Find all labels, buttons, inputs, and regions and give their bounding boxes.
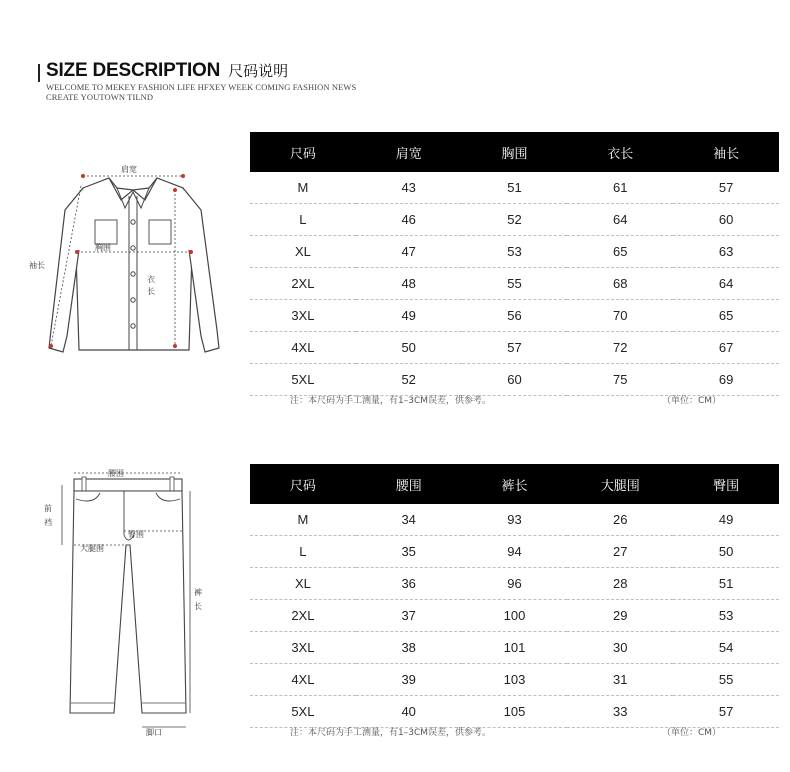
label-hem: 脚口: [146, 728, 162, 737]
column-header: 腰围: [356, 464, 462, 504]
size-cell: L: [250, 204, 356, 236]
table-cell: 56: [462, 300, 568, 332]
title-accent-bar: [38, 64, 40, 82]
label-waist: 腰围: [108, 469, 124, 478]
tagline-line-1: WELCOME TO MEKEY FASHION LIFE HFXEY WEEK COMING FASHION NEWS: [46, 82, 357, 92]
table-cell: 103: [462, 664, 568, 696]
table-cell: 28: [567, 568, 673, 600]
size-cell: 2XL: [250, 268, 356, 300]
table-cell: 53: [462, 236, 568, 268]
shirt-table-note: 注：本尺码为手工测量，有1–3CM误差，供参考。: [290, 396, 492, 406]
size-cell: M: [250, 172, 356, 204]
size-cell: 5XL: [250, 696, 356, 728]
table-cell: 65: [567, 236, 673, 268]
table-cell: 39: [356, 664, 462, 696]
table-cell: 65: [673, 300, 779, 332]
label-front-rise-1: 前: [44, 504, 52, 513]
column-header: 尺码: [250, 132, 356, 172]
table-cell: 54: [673, 632, 779, 664]
pants-illustration: [40, 465, 220, 740]
table-cell: 60: [673, 204, 779, 236]
label-length-2: 长: [147, 287, 155, 296]
size-cell: 2XL: [250, 600, 356, 632]
page-header: [38, 60, 356, 102]
table-row: [250, 236, 779, 268]
table-row: [250, 332, 779, 364]
table-cell: 40: [356, 696, 462, 728]
page-title: SIZE DESCRIPTION: [46, 60, 221, 81]
table-cell: 37: [356, 600, 462, 632]
table-cell: 100: [462, 600, 568, 632]
table-cell: 105: [462, 696, 568, 728]
table-cell: 49: [673, 504, 779, 536]
table-row: [250, 172, 779, 204]
table-row: [250, 504, 779, 536]
column-header: 衣长: [567, 132, 673, 172]
label-hip: 臀围: [128, 530, 144, 539]
column-header: 肩宽: [356, 132, 462, 172]
pants-size-table: [250, 464, 779, 728]
table-cell: 34: [356, 504, 462, 536]
table-cell: 60: [462, 364, 568, 396]
table-cell: 30: [567, 632, 673, 664]
table-cell: 38: [356, 632, 462, 664]
table-cell: 68: [567, 268, 673, 300]
table-row: [250, 268, 779, 300]
table-cell: 72: [567, 332, 673, 364]
label-shoulder: 肩宽: [121, 165, 137, 174]
table-cell: 101: [462, 632, 568, 664]
size-cell: 3XL: [250, 632, 356, 664]
table-cell: 64: [567, 204, 673, 236]
label-chest: 胸围: [95, 243, 111, 252]
table-cell: 55: [462, 268, 568, 300]
label-front-rise-2: 裆: [44, 518, 52, 527]
table-cell: 53: [673, 600, 779, 632]
column-header: 臀围: [673, 464, 779, 504]
table-cell: 75: [567, 364, 673, 396]
pants-table-unit: （单位：CM）: [662, 728, 722, 738]
table-cell: 43: [356, 172, 462, 204]
table-cell: 31: [567, 664, 673, 696]
size-cell: 4XL: [250, 332, 356, 364]
page-title-chinese: 尺码说明: [228, 62, 289, 80]
table-row: [250, 204, 779, 236]
size-cell: 3XL: [250, 300, 356, 332]
size-cell: XL: [250, 236, 356, 268]
table-cell: 52: [356, 364, 462, 396]
table-cell: 67: [673, 332, 779, 364]
table-row: [250, 696, 779, 728]
size-cell: 4XL: [250, 664, 356, 696]
shirt-illustration: [25, 160, 240, 370]
table-row: [250, 536, 779, 568]
tagline-line-2: CREATE YOUTOWN TILND: [46, 92, 154, 102]
table-cell: 50: [356, 332, 462, 364]
table-cell: 47: [356, 236, 462, 268]
table-cell: 36: [356, 568, 462, 600]
size-cell: L: [250, 536, 356, 568]
table-row: [250, 364, 779, 396]
title-line: [38, 60, 356, 82]
table-cell: 51: [462, 172, 568, 204]
table-cell: 46: [356, 204, 462, 236]
size-cell: XL: [250, 568, 356, 600]
column-header: 大腿围: [567, 464, 673, 504]
table-cell: 48: [356, 268, 462, 300]
table-cell: 29: [567, 600, 673, 632]
shirt-table-unit: （单位：CM）: [662, 396, 722, 406]
shirt-size-table: [250, 132, 779, 396]
pants-diagram: [40, 465, 220, 740]
table-cell: 57: [462, 332, 568, 364]
table-cell: 27: [567, 536, 673, 568]
table-cell: 61: [567, 172, 673, 204]
table-cell: 70: [567, 300, 673, 332]
size-cell: 5XL: [250, 364, 356, 396]
size-cell: M: [250, 504, 356, 536]
table-cell: 93: [462, 504, 568, 536]
table-cell: 57: [673, 696, 779, 728]
table-cell: 52: [462, 204, 568, 236]
pants-table-note: 注：本尺码为手工测量，有1–3CM误差，供参考。: [290, 728, 492, 738]
column-header: 袖长: [673, 132, 779, 172]
table-header-row: [250, 132, 779, 172]
label-thigh: 大腿围: [80, 544, 104, 553]
table-cell: 55: [673, 664, 779, 696]
label-sleeve: 袖长: [29, 261, 45, 270]
table-header-row: [250, 464, 779, 504]
table-cell: 49: [356, 300, 462, 332]
table-cell: 96: [462, 568, 568, 600]
table-cell: 94: [462, 536, 568, 568]
column-header: 裤长: [462, 464, 568, 504]
table-cell: 57: [673, 172, 779, 204]
table-cell: 33: [567, 696, 673, 728]
shirt-diagram: [25, 160, 240, 370]
table-cell: 63: [673, 236, 779, 268]
table-cell: 64: [673, 268, 779, 300]
table-row: [250, 568, 779, 600]
table-cell: 51: [673, 568, 779, 600]
table-row: [250, 632, 779, 664]
table-cell: 50: [673, 536, 779, 568]
table-row: [250, 600, 779, 632]
label-pants-length-1: 裤: [194, 588, 202, 597]
column-header: 胸围: [462, 132, 568, 172]
label-pants-length-2: 长: [194, 602, 202, 611]
table-row: [250, 664, 779, 696]
table-row: [250, 300, 779, 332]
column-header: 尺码: [250, 464, 356, 504]
table-cell: 26: [567, 504, 673, 536]
table-cell: 69: [673, 364, 779, 396]
table-cell: 35: [356, 536, 462, 568]
label-length-1: 衣: [147, 275, 155, 284]
